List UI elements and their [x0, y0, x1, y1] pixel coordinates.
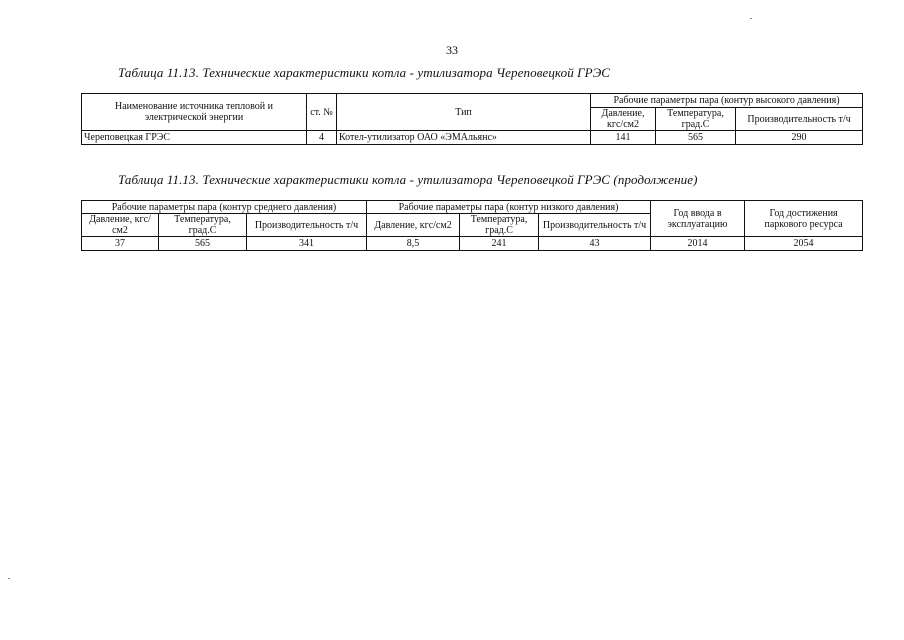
table-row [82, 237, 863, 251]
header-mp-capacity: Производительность т/ч [247, 214, 367, 237]
cell-hp-capacity: 290 [736, 131, 863, 145]
page-number: 33 [446, 43, 458, 57]
header-mp-pressure: Давление, кгс/см2 [82, 214, 159, 237]
cell-resource-year: 2054 [745, 237, 863, 251]
scan-speck [750, 18, 752, 19]
header-hp-group: Рабочие параметры пара (контур высокого давления) [591, 94, 863, 108]
header-hp-temperature: Температура, град.С [656, 108, 736, 131]
cell-lp-capacity: 43 [539, 237, 651, 251]
cell-type: Котел-утилизатор ОАО «ЭМАльянс» [337, 131, 591, 145]
cell-mp-capacity: 341 [247, 237, 367, 251]
header-lp-temperature: Температура, град.С [460, 214, 539, 237]
header-lp-capacity: Производительность т/ч [539, 214, 651, 237]
cell-hp-pressure: 141 [591, 131, 656, 145]
cell-source-name: Череповецкая ГРЭС [82, 131, 307, 145]
header-mp-group: Рабочие параметры пара (контур среднего давления) [82, 201, 367, 214]
header-commission-year: Год ввода в эксплуатацию [651, 201, 745, 237]
cell-lp-pressure: 8,5 [367, 237, 460, 251]
cell-hp-temperature: 565 [656, 131, 736, 145]
header-resource-year: Год достижения паркового ресурса [745, 201, 863, 237]
cell-station-no: 4 [307, 131, 337, 145]
table2-caption: Таблица 11.13. Технические характеристики котла - утилизатора Череповецкой ГРЭС (продолжение) [118, 172, 698, 187]
header-station-no: ст. № [307, 94, 337, 131]
scan-speck [8, 578, 10, 579]
cell-mp-pressure: 37 [82, 237, 159, 251]
table1-caption: Таблица 11.13. Технические характеристики котла - утилизатора Череповецкой ГРЭС [118, 65, 611, 80]
boiler-specs-continued-table [81, 200, 863, 251]
header-lp-pressure: Давление, кгс/см2 [367, 214, 460, 237]
boiler-specs-table [81, 93, 863, 145]
header-mp-temperature: Температура, град.С [159, 214, 247, 237]
header-source-name: Наименование источника тепловой и электрической энергии [82, 94, 307, 131]
cell-commission-year: 2014 [651, 237, 745, 251]
header-hp-capacity: Производительность т/ч [736, 108, 863, 131]
header-hp-pressure: Давление, кгс/см2 [591, 108, 656, 131]
header-type: Тип [337, 94, 591, 131]
cell-lp-temperature: 241 [460, 237, 539, 251]
table-row [82, 131, 863, 145]
header-lp-group: Рабочие параметры пара (контур низкого давления) [367, 201, 651, 214]
cell-mp-temperature: 565 [159, 237, 247, 251]
